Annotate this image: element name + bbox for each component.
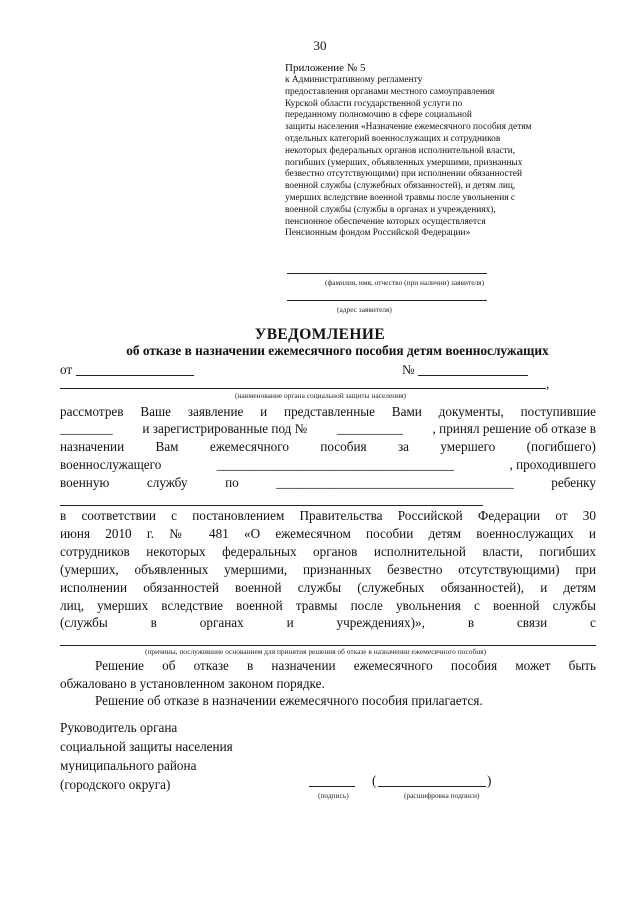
appendix-line: защиты населения «Назначение ежемесячного пособия детям <box>285 122 532 133</box>
decoding-close: ) <box>487 773 492 788</box>
serviceman-end: , проходившего <box>509 457 596 472</box>
serviceman-blank: ____________________________________ <box>216 457 455 472</box>
word: умершего <box>440 439 496 454</box>
appendix-line: умерших вследствие военной травмы после увольнения с <box>285 192 516 203</box>
org-name-line <box>60 388 546 389</box>
word: учреждениях)», <box>336 615 425 630</box>
appendix-line: к Административному регламенту <box>285 75 423 85</box>
appendix-line: Курской области государственной услуги по <box>285 98 463 109</box>
body-line-registration <box>60 421 596 437</box>
word: ребенку <box>551 475 596 490</box>
word: военную <box>60 475 110 490</box>
appendix-line: Приложение № 5 <box>285 62 366 74</box>
signature-block <box>60 718 233 794</box>
serviceman-label: военнослужащего <box>60 457 162 472</box>
appendix-line: пенсионное обеспечение которых осуществляется <box>285 216 486 227</box>
service-blank: ____________________________________ <box>276 475 514 490</box>
signatory-line: социальной защиты населения <box>60 739 233 754</box>
signatory-line: муниципального района <box>60 758 197 773</box>
appeal-line: Решение об отказе в назначении ежемесячного пособия может быть <box>95 658 596 673</box>
signatory-line: Руководитель органа <box>60 720 178 735</box>
body-line: рассмотрев Ваше заявление и представленные Вами документы, поступившие <box>60 404 596 419</box>
word: в <box>467 615 475 630</box>
word: и <box>286 615 294 630</box>
applicant-address-line <box>287 300 487 301</box>
body-line: исполнении обязанностей военной службы (служебных обязанностей), и детям <box>60 580 596 595</box>
appendix-line: предоставления органами местного самоуправления <box>285 86 495 97</box>
body-line: июня 2010 г. № 481 «О ежемесячном пособии детям военнослужащих и <box>60 526 596 541</box>
applicant-address-caption: (адрес заявителя) <box>337 305 392 314</box>
body-line: лиц, умерших вследствие военной травмы после увольнения с военной службы <box>60 598 596 613</box>
number-line <box>418 375 528 376</box>
word: за <box>397 439 410 454</box>
child-name-line <box>60 505 483 506</box>
word: назначении <box>60 439 125 454</box>
body-line-words <box>60 439 596 455</box>
appeal-line: обжаловано в установленном законом порядке. <box>60 676 325 691</box>
word: с <box>590 615 596 630</box>
body-line-service <box>60 475 596 491</box>
word: Вам <box>155 439 179 454</box>
appendix-line: отдельных категорий военнослужащих и сотрудников <box>285 133 501 144</box>
word: пособия <box>320 439 367 454</box>
org-trailing-comma: , <box>546 376 550 391</box>
decoding-caption: (расшифровка подписи) <box>404 791 480 800</box>
from-label: от <box>60 362 73 377</box>
reasons-line <box>60 645 596 646</box>
word: ежемесячного <box>209 439 289 454</box>
org-caption: (наименование органа социальной защиты населения) <box>235 391 407 400</box>
appendix-line: Пенсионным фондом Российской Федерации» <box>285 228 471 239</box>
body-line-serviceman <box>60 457 596 473</box>
page-number: 30 <box>313 38 327 53</box>
attached-line: Решение об отказе в назначении ежемесячного пособия прилагается. <box>95 693 483 708</box>
notice-title: УВЕДОМЛЕНИЕ <box>254 326 386 343</box>
decoding-open: ( <box>372 773 377 788</box>
registration-end: , принял решение об отказе в <box>432 421 596 436</box>
registration-text: и зарегистрированные под № <box>142 421 308 436</box>
appendix-line: безвестно отсутствующими) при исполнении обязанностей <box>285 169 522 180</box>
word: в <box>150 615 157 630</box>
body-line: сотрудников некоторых федеральных органов исполнительной власти, погибших <box>60 544 596 559</box>
word: службу <box>146 475 188 490</box>
word: (службы <box>60 615 108 630</box>
notice-subtitle: об отказе в назначении ежемесячного пособия детям военнослужащих <box>126 343 549 358</box>
number-label: № <box>402 362 415 377</box>
applicant-name-caption: (фамилия, имя, отчество (при наличии) заявителя) <box>325 278 485 287</box>
body-line-last <box>60 615 596 631</box>
appendix-line: военной службы (службы в органах и учреждениях), <box>285 204 496 215</box>
appendix-line: переданному полномочию в сфере социальной <box>285 110 472 121</box>
body-line: в соответствии с постановлением Правительства Российской Федерации от 30 <box>60 508 596 523</box>
word: (погибшего) <box>526 439 596 454</box>
signatory-line: (городского округа) <box>60 777 171 792</box>
body-line: (умерших, объявленных умершими, признанных безвестно отсутствующими) при <box>60 562 596 577</box>
registration-date-blank: ________ <box>60 421 113 436</box>
appendix-line: погибших (умерших, объявленных умершими, признанных <box>285 157 523 168</box>
appendix-line: военной службы (служебных обязанностей), и детям лиц, <box>285 181 516 192</box>
reasons-caption: (причины, послужившие основанием для принятия решения об отказе в назначении ежемесячного пособия) <box>145 647 487 656</box>
applicant-name-line <box>287 273 487 274</box>
signature-caption: (подпись) <box>318 791 349 800</box>
appendix-header <box>285 62 615 240</box>
date-line <box>76 375 194 376</box>
appendix-line: некоторых федеральных органов исполнительной власти, <box>285 145 516 156</box>
word: органах <box>199 615 244 630</box>
word: связи <box>516 615 548 630</box>
registration-number-blank: __________ <box>336 421 403 436</box>
decoding-line <box>378 786 486 787</box>
word: по <box>225 475 239 490</box>
signature-line <box>309 786 355 787</box>
